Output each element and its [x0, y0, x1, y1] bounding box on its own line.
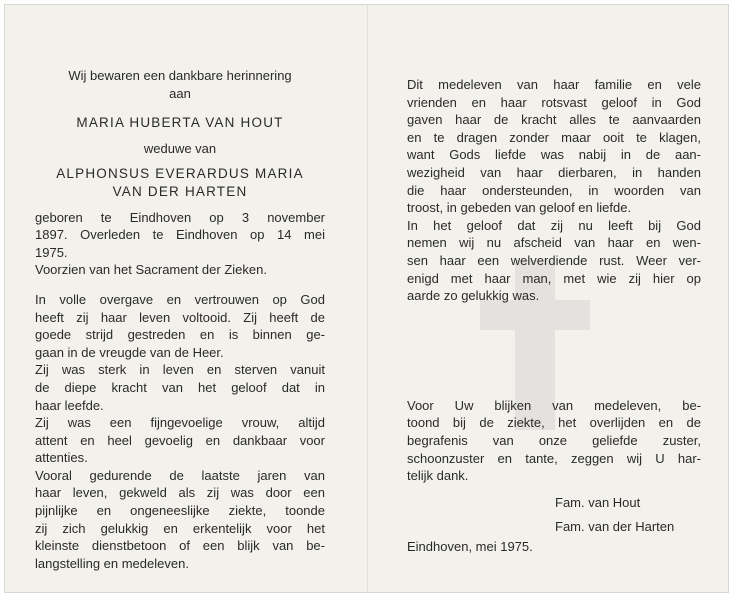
text-line: begrafenis van onze geliefde zuster, [407, 432, 701, 448]
spouse-name-line-1: ALPHONSUS EVERARDUS MARIA [56, 166, 304, 182]
text-line: 1975. [35, 244, 68, 260]
faith-paragraph [35, 291, 325, 361]
text-line: heeft zij haar leven voltooid. Zij heeft de [35, 309, 325, 325]
text-line: nemen wij nu afscheid van haar en wen- [407, 235, 701, 251]
text-line: gaan in de vreugde van de Heer. [35, 344, 224, 360]
text-line: kleinste dienstbetoon of een blijk van be- [35, 538, 325, 554]
text-line: 1897. Overleden te Eindhoven op 14 mei [35, 227, 325, 243]
character-paragraph [35, 414, 325, 467]
text-line: schoonzuster en tante, zeggen wij U har- [407, 450, 701, 466]
deceased-name: MARIA HUBERTA VAN HOUT [76, 115, 284, 131]
text-line: haar leven, gekweld als zij was door een [35, 485, 325, 501]
relation-line: weduwe van [143, 140, 217, 156]
strength-paragraph [35, 361, 325, 414]
text-line: attenties. [35, 450, 88, 466]
text-line: troost, in gebeden van geloof en liefde. [407, 200, 632, 216]
text-line: wezigheid van haar dierbaren, in handen [407, 164, 701, 180]
text-line: Voor Uw blijken van medeleven, be- [407, 397, 701, 413]
text-line: Dit medeleven van haar familie en vele [407, 77, 701, 92]
farewell-paragraph [407, 217, 701, 305]
sympathy-paragraph [407, 76, 701, 217]
text-line: en te dragen zonder maar ooit te klagen, [407, 129, 701, 145]
text-line: zij zich gelukkig en erkentelijk voor het [35, 520, 325, 536]
signature-van-hout: Fam. van Hout [555, 495, 641, 510]
aan-line: aan [169, 85, 191, 101]
text-line: sen haar een welverdiende rust. Weer ver- [407, 252, 701, 268]
text-line: vrienden en haar rotsvast geloof in God [407, 94, 701, 110]
text-line: gaven haar de kracht alles te aanvaarden [407, 112, 701, 128]
text-line: geboren te Eindhoven op 3 november [35, 209, 325, 225]
spouse-name-line-2: VAN DER HARTEN [112, 183, 248, 199]
text-line: pijnlijke en ongeneeslijke ziekte, toonde [35, 503, 325, 519]
intro-line: Wij bewaren een dankbare herinnering [68, 68, 292, 83]
text-line: langstelling en medeleven. [35, 555, 189, 571]
text-line: In het geloof dat zij nu leeft bij God [407, 217, 701, 233]
text-line: goede strijd gestreden en is binnen ge- [35, 327, 325, 343]
birth-death-paragraph [35, 209, 325, 262]
signatures [555, 491, 674, 539]
card-fold-line [367, 4, 368, 593]
text-line: de diepe kracht van het geloof dat in [35, 379, 325, 395]
text-line: want Gods liefde was nabij in de aan- [407, 147, 701, 163]
thanks-paragraph [407, 397, 701, 485]
text-line: telijk dank. [407, 468, 469, 484]
left-panel [35, 67, 325, 572]
right-panel [407, 76, 701, 485]
text-line: aarde zo gelukkig was. [407, 288, 540, 304]
place-and-date: Eindhoven, mei 1975. [407, 539, 533, 554]
text-line: Zij was een fijngevoelige vrouw, altijd [35, 415, 325, 431]
final-years-paragraph [35, 467, 325, 573]
text-line: In volle overgave en vertrouwen op God [35, 291, 325, 307]
text-line: toond bij de ziekte, het overlijden en de [407, 415, 701, 431]
sacrament-line: Voorzien van het Sacrament der Zieken. [35, 262, 267, 278]
text-line: attent en heel gevoelig en dankbaar voor [35, 432, 325, 448]
signature-van-der-harten: Fam. van der Harten [555, 519, 675, 534]
text-line: haar leefde. [35, 397, 104, 413]
text-line: die haar ondersteunden, in woorden van [407, 182, 701, 198]
text-line: Vooral gedurende de laatste jaren van [35, 467, 325, 483]
text-line: Zij was sterk in leven en sterven vanuit [35, 362, 325, 378]
text-line: enigd met haar man, met wie zij hier op [407, 270, 701, 286]
